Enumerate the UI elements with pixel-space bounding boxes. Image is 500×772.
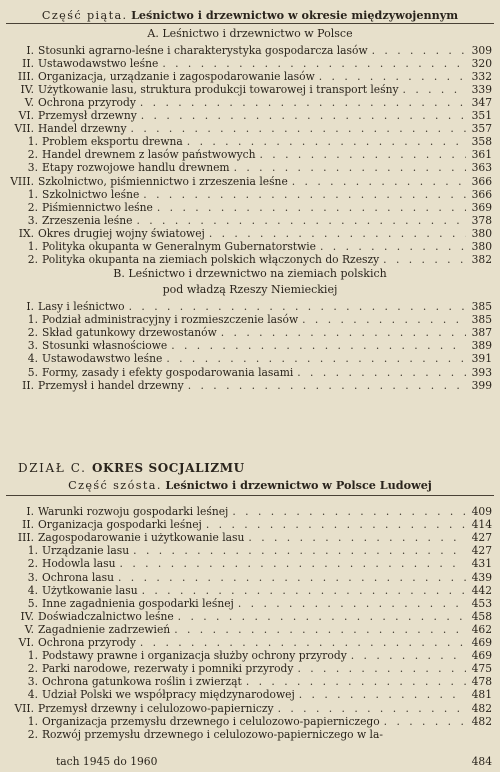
leader-dots	[118, 571, 466, 584]
toc-entry	[24, 675, 492, 688]
toc-entry-number: I.	[26, 300, 34, 313]
leader-dots	[297, 366, 466, 379]
toc-entry-page: 351	[471, 109, 492, 123]
toc-entry	[6, 83, 492, 96]
toc-entry	[6, 300, 492, 313]
toc-entry-title: Zagospodarowanie i użytkowanie lasu	[38, 531, 245, 545]
toc-entry-page: 358	[471, 135, 492, 149]
toc-entry-title: Lasy i leśnictwo	[38, 300, 125, 313]
leader-dots	[178, 610, 466, 623]
toc-entry	[6, 57, 492, 70]
leader-dots	[140, 636, 466, 649]
toc-entry	[24, 188, 492, 201]
leader-dots	[372, 44, 466, 57]
toc-entry-page: 414	[471, 518, 492, 532]
toc-entry-page: 380	[471, 226, 492, 240]
toc-entry-page: 389	[471, 339, 492, 353]
leader-dots	[292, 175, 466, 188]
part-title: Leśnictwo i drzewnictwo w Polsce Ludowej	[165, 478, 432, 492]
leader-dots	[188, 379, 466, 392]
dzial-label: DZIAŁ C.	[18, 461, 87, 475]
toc-entry-title: Inne zagadnienia gospodarki leśnej	[42, 596, 234, 610]
leader-dots	[141, 109, 466, 122]
toc-entry-page: 482	[471, 714, 492, 728]
toc-entry-title: Ochrona przyrody	[38, 636, 136, 649]
toc-entry-title: Ochrona przyrody	[38, 96, 136, 110]
toc-entry-number: III.	[17, 531, 34, 545]
leader-dots	[232, 505, 466, 518]
toc-entry-title: Ochrona lasu	[42, 570, 114, 584]
toc-entry	[6, 623, 492, 636]
toc-entry-page: 475	[471, 662, 492, 676]
part-five-heading	[0, 8, 500, 23]
toc-entry	[24, 352, 492, 365]
toc-entry	[24, 688, 492, 701]
toc-entry-title: Ustawodawstwo leśne	[38, 57, 159, 71]
toc-entry	[24, 161, 492, 174]
toc-entry	[24, 313, 492, 326]
toc-entry-page: 361	[471, 148, 492, 162]
leader-dots	[299, 688, 466, 701]
toc-entry	[24, 715, 492, 728]
toc-entry	[6, 518, 492, 531]
toc-entry-page: 427	[471, 544, 492, 558]
toc-entry	[6, 610, 492, 623]
toc-entry-title: Przemysł i handel drzewny	[38, 378, 184, 392]
toc-entry-number: 5.	[27, 365, 38, 379]
toc-entry-page: 469	[471, 649, 492, 663]
toc-entry-page: 369	[471, 200, 492, 214]
toc-entry-continuation	[56, 755, 492, 768]
toc-entry-number: IX.	[18, 226, 34, 240]
toc-entry	[6, 96, 492, 109]
toc-entry-page: 453	[471, 596, 492, 610]
leader-dots	[120, 557, 466, 570]
toc-entry-page: 387	[471, 326, 492, 340]
leader-dots	[171, 339, 466, 352]
toc-entry-number: 3.	[27, 570, 38, 584]
part-six-heading	[0, 478, 500, 493]
dzial-title: OKRES SOCJALIZMU	[92, 461, 245, 475]
toc-entry-page: 385	[471, 300, 492, 313]
leader-dots	[260, 148, 466, 161]
toc-entry-title: Stosunki agrarno-leśne i charakterystyka gospodarcza lasów	[38, 44, 368, 57]
toc-entry	[6, 70, 492, 83]
toc-entry	[6, 44, 492, 57]
toc-entry-title: Skład gatunkowy drzewostanów	[42, 326, 217, 340]
toc-entry-number: 2.	[27, 557, 38, 571]
toc-entry-number: I.	[26, 44, 34, 57]
toc-entry-title: Przemysł drzewny i celulozowo-papierniczy	[38, 701, 274, 715]
toc-entry	[24, 728, 492, 741]
toc-entry-number: 2.	[27, 148, 38, 162]
divider-rule	[6, 495, 494, 496]
leader-dots	[320, 240, 466, 253]
leader-dots	[384, 715, 466, 728]
toc-entry	[6, 175, 492, 188]
toc-entry-number: 3.	[27, 213, 38, 227]
toc-entry-page: 427	[471, 531, 492, 545]
leader-dots	[238, 597, 466, 610]
toc-entry	[6, 109, 492, 122]
toc-entry-title: Podział administracyjny i rozmieszczenie lasów	[42, 313, 299, 327]
leader-dots	[319, 70, 466, 83]
toc-entry-page: 347	[471, 96, 492, 110]
toc-entry-page: 442	[471, 583, 492, 597]
leader-dots	[403, 83, 466, 96]
toc-entry-title: Użytkowanie lasu, struktura produkcji towarowej i transport leśny	[38, 83, 399, 97]
toc-entry	[24, 201, 492, 214]
toc-entry-title: Szkolnictwo, piśmiennictwo i zrzeszenia leśne	[38, 174, 288, 188]
toc-entry	[24, 366, 492, 379]
toc-entry-page: 357	[471, 122, 492, 136]
leader-dots	[246, 675, 466, 688]
toc-entry-page: 481	[471, 688, 492, 702]
leader-dots	[142, 584, 466, 597]
toc-entry-number: 1.	[27, 239, 38, 253]
toc-entry-title: Urządzanie lasu	[42, 544, 130, 558]
toc-entry-title: Etapy rozwojowe handlu drewnem	[42, 161, 230, 175]
toc-entry-number: VII.	[14, 122, 34, 136]
toc-entry-number: 2.	[27, 252, 38, 266]
toc-entry	[6, 379, 492, 392]
toc-entry-page: 339	[471, 83, 492, 97]
toc-entry-title: Ustawodawstwo leśne	[42, 352, 163, 366]
toc-entry	[24, 240, 492, 253]
toc-entry-number: I.	[26, 505, 34, 518]
toc-entry	[24, 571, 492, 584]
toc-entry-title: Szkolnictwo leśne	[42, 187, 140, 201]
toc-entry-title: Doświadczalnictwo leśne	[38, 609, 174, 623]
toc-entry	[24, 662, 492, 675]
toc-entry-number: VI.	[18, 109, 34, 123]
toc-entry-number: 1.	[27, 187, 38, 201]
leader-dots	[248, 531, 466, 544]
leader-dots	[131, 122, 466, 135]
toc-entry-page: 363	[471, 161, 492, 175]
toc-entry-number: 1.	[27, 313, 38, 327]
toc-entry-number: 1.	[27, 135, 38, 149]
toc-entry-page: 431	[471, 557, 492, 571]
toc-entry	[6, 636, 492, 649]
leader-dots	[136, 214, 466, 227]
toc-entry-title: Hodowla lasu	[42, 557, 116, 571]
toc-entry-title: Handel drewnem z lasów państwowych	[42, 148, 256, 162]
toc-entry	[24, 135, 492, 148]
leader-dots	[302, 313, 466, 326]
toc-entry-page: 385	[471, 313, 492, 327]
toc-entry-number: 1.	[27, 544, 38, 558]
toc-entry	[24, 584, 492, 597]
leader-dots	[234, 161, 466, 174]
toc-entry-number: VII.	[14, 701, 34, 715]
toc-entry-title: Handel drzewny	[38, 122, 127, 136]
dzial-c-heading	[18, 461, 245, 475]
leader-dots	[133, 544, 466, 557]
toc-entry-title: Zagadnienie zadrzewień	[38, 622, 171, 636]
leader-dots	[383, 253, 466, 266]
section-a-heading: A. Leśnictwo i drzewnictwo w Polsce	[147, 27, 353, 40]
toc-entry-page: 366	[471, 187, 492, 201]
toc-entry	[24, 253, 492, 266]
leader-dots	[297, 662, 466, 675]
toc-entry	[24, 326, 492, 339]
toc-entry-page: 469	[471, 636, 492, 649]
toc-entry-page: 366	[471, 174, 492, 188]
leader-dots	[157, 201, 466, 214]
leader-dots	[221, 326, 466, 339]
toc-entry	[6, 122, 492, 135]
toc-entry-number: VIII.	[10, 174, 34, 188]
toc-entry-page: 484	[471, 755, 492, 768]
toc-entry-page: 458	[471, 609, 492, 623]
toc-entry	[24, 597, 492, 610]
toc-entry-page: 462	[471, 622, 492, 636]
toc-entry-title: Piśmiennictwo leśne	[42, 200, 153, 214]
divider-rule	[6, 23, 494, 24]
part-label: Część szósta.	[68, 479, 162, 492]
toc-entry-title: Organizacja, urządzanie i zagospodarowanie lasów	[38, 70, 315, 84]
toc-entry-title: Okres drugiej wojny światowej	[38, 226, 205, 240]
toc-entry-number: II.	[22, 57, 34, 71]
leader-dots	[129, 300, 466, 313]
toc-entry-page: 332	[471, 70, 492, 84]
toc-entry-page: 309	[471, 44, 492, 57]
toc-entry-title: Użytkowanie lasu	[42, 583, 138, 597]
toc-entry-page: 439	[471, 570, 492, 584]
leader-dots	[206, 518, 466, 531]
toc-entry-number: 2.	[27, 727, 38, 741]
leader-dots	[174, 623, 466, 636]
toc-entry-number: 3.	[27, 675, 38, 689]
leader-dots	[166, 352, 466, 365]
toc-entry-page: 378	[471, 213, 492, 227]
toc-entry-number: 2.	[27, 662, 38, 676]
toc-entry	[24, 557, 492, 570]
toc-entry-title: Udział Polski we współpracy międzynarodowej	[42, 688, 295, 702]
toc-entry-number: 4.	[27, 583, 38, 597]
toc-entry-number: 3.	[27, 339, 38, 353]
part-title: Leśnictwo i drzewnictwo w okresie międzywojennym	[131, 8, 459, 22]
toc-entry-number: 2.	[27, 200, 38, 214]
toc-entry-title: Podstawy prawne i organizacja służby ochrony przyrody	[42, 649, 347, 663]
toc-entry-number: 1.	[27, 714, 38, 728]
toc-entry-number: III.	[17, 70, 34, 84]
leader-dots	[187, 135, 466, 148]
part-label: Część piąta.	[41, 9, 128, 22]
toc-entry-number: V.	[24, 622, 34, 636]
toc-entry	[6, 227, 492, 240]
toc-entry-title: Ochrona gatunkowa roślin i zwierząt	[42, 675, 242, 689]
toc-entry	[24, 649, 492, 662]
section-b-heading-line2: pod władzą Rzeszy Niemieckiej	[162, 283, 338, 296]
toc-entry-number: 2.	[27, 326, 38, 340]
toc-entry	[24, 214, 492, 227]
toc-entry-page: 380	[471, 239, 492, 253]
leader-dots	[140, 96, 466, 109]
toc-entry	[24, 339, 492, 352]
toc-entry-number: 3.	[27, 161, 38, 175]
toc-entry	[6, 505, 492, 518]
toc-entry	[6, 531, 492, 544]
toc-entry-page: 399	[471, 378, 492, 392]
toc-entry-page: 320	[471, 57, 492, 71]
toc-entry	[24, 148, 492, 161]
toc-entry-number: II.	[22, 518, 34, 532]
toc-entry-title: Przemysł drzewny	[38, 109, 137, 123]
leader-dots	[143, 188, 466, 201]
toc-entry-title: Zrzeszenia leśne	[42, 213, 133, 227]
toc-entry	[24, 544, 492, 557]
toc-entry-number: IV.	[20, 609, 34, 623]
toc-entry-page: 409	[471, 505, 492, 518]
leader-dots	[162, 57, 466, 70]
section-b-heading-line1: B. Leśnictwo i drzewnictwo na ziemiach polskich	[113, 267, 387, 280]
toc-entry-number: VI.	[18, 636, 34, 649]
toc-entry-title: Organizacja przemysłu drzewnego i celulozowo-papierniczego	[42, 714, 380, 728]
toc-entry-page: 478	[471, 675, 492, 689]
toc-entry-page: 382	[471, 252, 492, 266]
toc-entry-title: Polityka okupanta w Generalnym Gubernatorstwie	[42, 239, 316, 253]
toc-entry-number: 1.	[27, 649, 38, 663]
toc-entry-page: 391	[471, 352, 492, 366]
toc-entry-title: Formy, zasady i efekty gospodarowania lasami	[42, 365, 294, 379]
toc-entry-number: 5.	[27, 596, 38, 610]
toc-entry-title: Problem eksportu drewna	[42, 135, 183, 149]
toc-entry-title: Organizacja gospodarki leśnej	[38, 518, 202, 532]
toc-entry	[6, 702, 492, 715]
toc-entry-page: 393	[471, 365, 492, 379]
toc-entry-title: Rozwój przemysłu drzewnego i celulozowo-papierniczego w la-	[42, 727, 383, 741]
toc-entry-title: Parki narodowe, rezerwaty i pomniki przyrody	[42, 662, 294, 676]
toc-entry-number: 4.	[27, 688, 38, 702]
toc-entry-number: II.	[22, 378, 34, 392]
toc-entry-title: tach 1945 do 1960	[56, 755, 158, 768]
toc-entry-title: Warunki rozwoju gospodarki leśnej	[38, 505, 229, 518]
toc-entry-number: IV.	[20, 83, 34, 97]
leader-dots	[209, 227, 466, 240]
leader-dots	[351, 649, 466, 662]
toc-entry-number: 4.	[27, 352, 38, 366]
toc-entry-title: Stosunki własnościowe	[42, 339, 168, 353]
toc-entry-page: 482	[471, 701, 492, 715]
toc-entry-number: V.	[24, 96, 34, 110]
toc-entry-title: Polityka okupanta na ziemiach polskich włączonych do Rzeszy	[42, 252, 380, 266]
leader-dots	[278, 702, 466, 715]
